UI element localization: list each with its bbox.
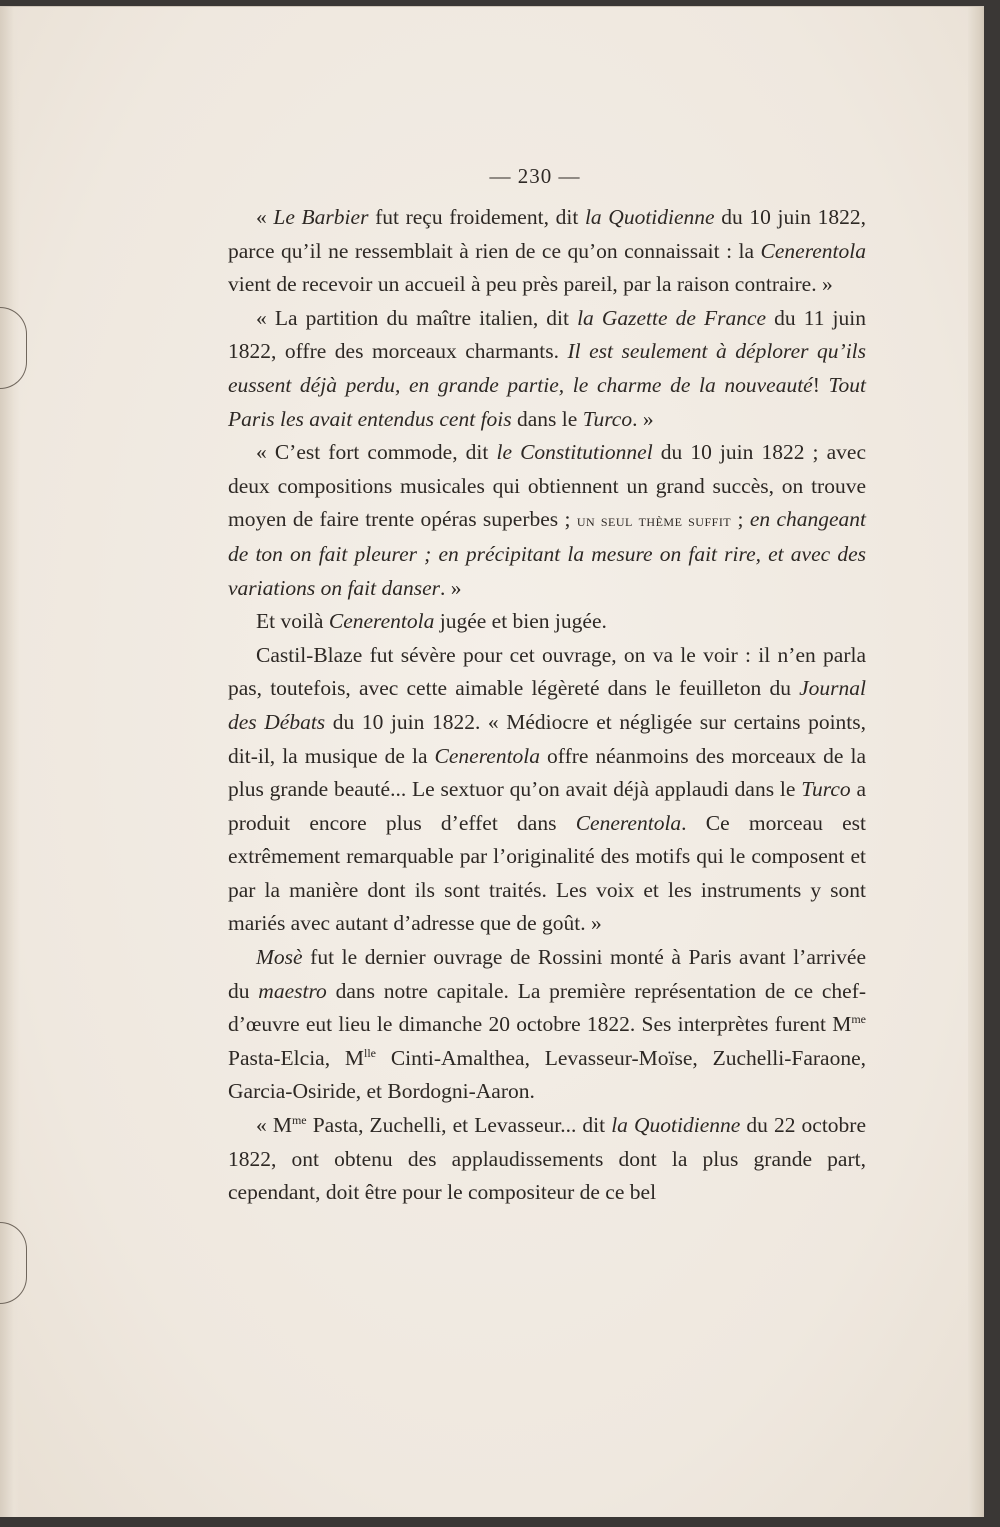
italic-text: Cenerentola (760, 238, 866, 263)
text-run: . Ce morceau est extrêmement remarquable par l’originalité des motifs qui le composent et par la manière dont ils sont traités. Les voix et les instruments y sont mariés avec autant d’adresse que de goût. » (228, 810, 867, 936)
paragraph (228, 201, 866, 302)
text-run: du 22 octobre 1822, ont obtenu des applaudissements dont la plus grande part, cependant, doit être pour le compositeur de ce bel (228, 1113, 867, 1205)
text-run: fut le dernier ouvrage de Rossini monté à Paris avant l’arrivée du (228, 945, 866, 1003)
text-run: « C’est fort commode, dit (256, 440, 497, 465)
paragraph (228, 436, 866, 605)
text-run: ! (812, 372, 829, 397)
text-run: « La partition du maître italien, dit (256, 305, 578, 330)
text-run: du 10 juin 1822 ; avec deux compositions musicales qui obtiennent un grand succès, on trouve moyen de faire trente opéras superbes ; (228, 440, 866, 532)
italic-text: maestro (258, 978, 327, 1003)
italic-text: le Constitutionnel (496, 440, 653, 465)
text-run: Et voilà (256, 609, 329, 634)
text-run: du 10 juin 1822. « Médiocre et négligée sur certains points, dit-il, la musique de la (228, 709, 867, 768)
paragraph (228, 941, 866, 1109)
italic-text: Mosè (256, 945, 303, 970)
italic-text: Il est seulement à déplorer qu’ils eussent déjà perdu, en grande partie, le charme de la nouveauté (228, 339, 867, 397)
text-run: « (256, 205, 274, 229)
italic-text: Le Barbier (273, 205, 369, 229)
text-run: Pasta-Elcia, M (228, 1045, 365, 1070)
text-run: . » (440, 575, 462, 600)
text-run: a produit encore plus d’effet dans (228, 777, 866, 835)
binding-clip-mark (0, 307, 27, 389)
italic-text: la Quotidienne (584, 205, 715, 229)
text-run: dans le (511, 406, 583, 431)
text-run: vient de recevoir un accueil à peu près pareil, par la raison contraire. » (228, 272, 833, 297)
text-run: Castil-Blaze fut sévère pour cet ouvrage, on va le voir : il n’en parla pas, toutefois, avec cette aimable légèreté dans le feuilleton du (228, 642, 866, 701)
text-run: jugée et bien jugée. (434, 609, 607, 634)
italic-text: Cenerentola (575, 810, 682, 835)
text-run: du 11 juin 1822, offre des morceaux charmants. (228, 305, 866, 364)
italic-text: la Quotidienne (611, 1113, 741, 1138)
italic-text: Cenerentola (434, 743, 541, 768)
page-edge (968, 7, 984, 1517)
superscript: me (291, 1112, 307, 1127)
paragraph (228, 639, 866, 941)
text-run: Pasta, Zuchelli, et Levasseur... dit (306, 1113, 612, 1138)
superscript: me (851, 1012, 866, 1027)
italic-text: Tout Paris les avait entendus cent fois (228, 372, 867, 431)
superscript: lle (364, 1045, 377, 1060)
book-page (0, 6, 984, 1517)
italic-text: la Gazette de France (577, 305, 767, 330)
text-run: fut reçu froidement, dit (368, 205, 585, 229)
italic-text: Turco (582, 406, 633, 431)
italic-text: Journal des Débats (228, 676, 866, 734)
text-run: « M (256, 1113, 292, 1138)
italic-text: Turco (801, 777, 851, 802)
text-run: dans notre capitale. La première représentation de ce chef-d’œuvre eut lieu le dimanche 20 octobre 1822. Ses interprètes furent M (228, 978, 867, 1037)
body-text (228, 201, 866, 1210)
small-caps-text: un seul thème suffit (576, 511, 732, 531)
italic-text: Cenerentola (328, 609, 435, 634)
text-run: . » (632, 406, 654, 431)
paragraph (228, 302, 866, 436)
text-run: ; (731, 507, 750, 532)
text-run: du 10 juin 1822, parce qu’il ne ressemblait à rien de ce qu’on connaissait : la (228, 205, 866, 263)
binding-clip-mark (0, 1222, 27, 1304)
text-run: offre néanmoins des morceaux de la plus grande beauté... Le sextuor qu’on avait déjà applaudi dans le (228, 743, 866, 802)
text-run: Cinti-Amalthea, Levasseur-Moïse, Zuchelli-Faraone, Garcia-Osiride, et Bordogni-Aaron. (228, 1045, 866, 1104)
italic-text: en changeant de ton on fait pleurer ; en précipitant la mesure on fait rire, et avec des variations on fait danser (228, 507, 867, 600)
page-number: — 230 — (489, 164, 581, 188)
paragraph (228, 605, 866, 639)
paragraph (228, 1109, 866, 1210)
